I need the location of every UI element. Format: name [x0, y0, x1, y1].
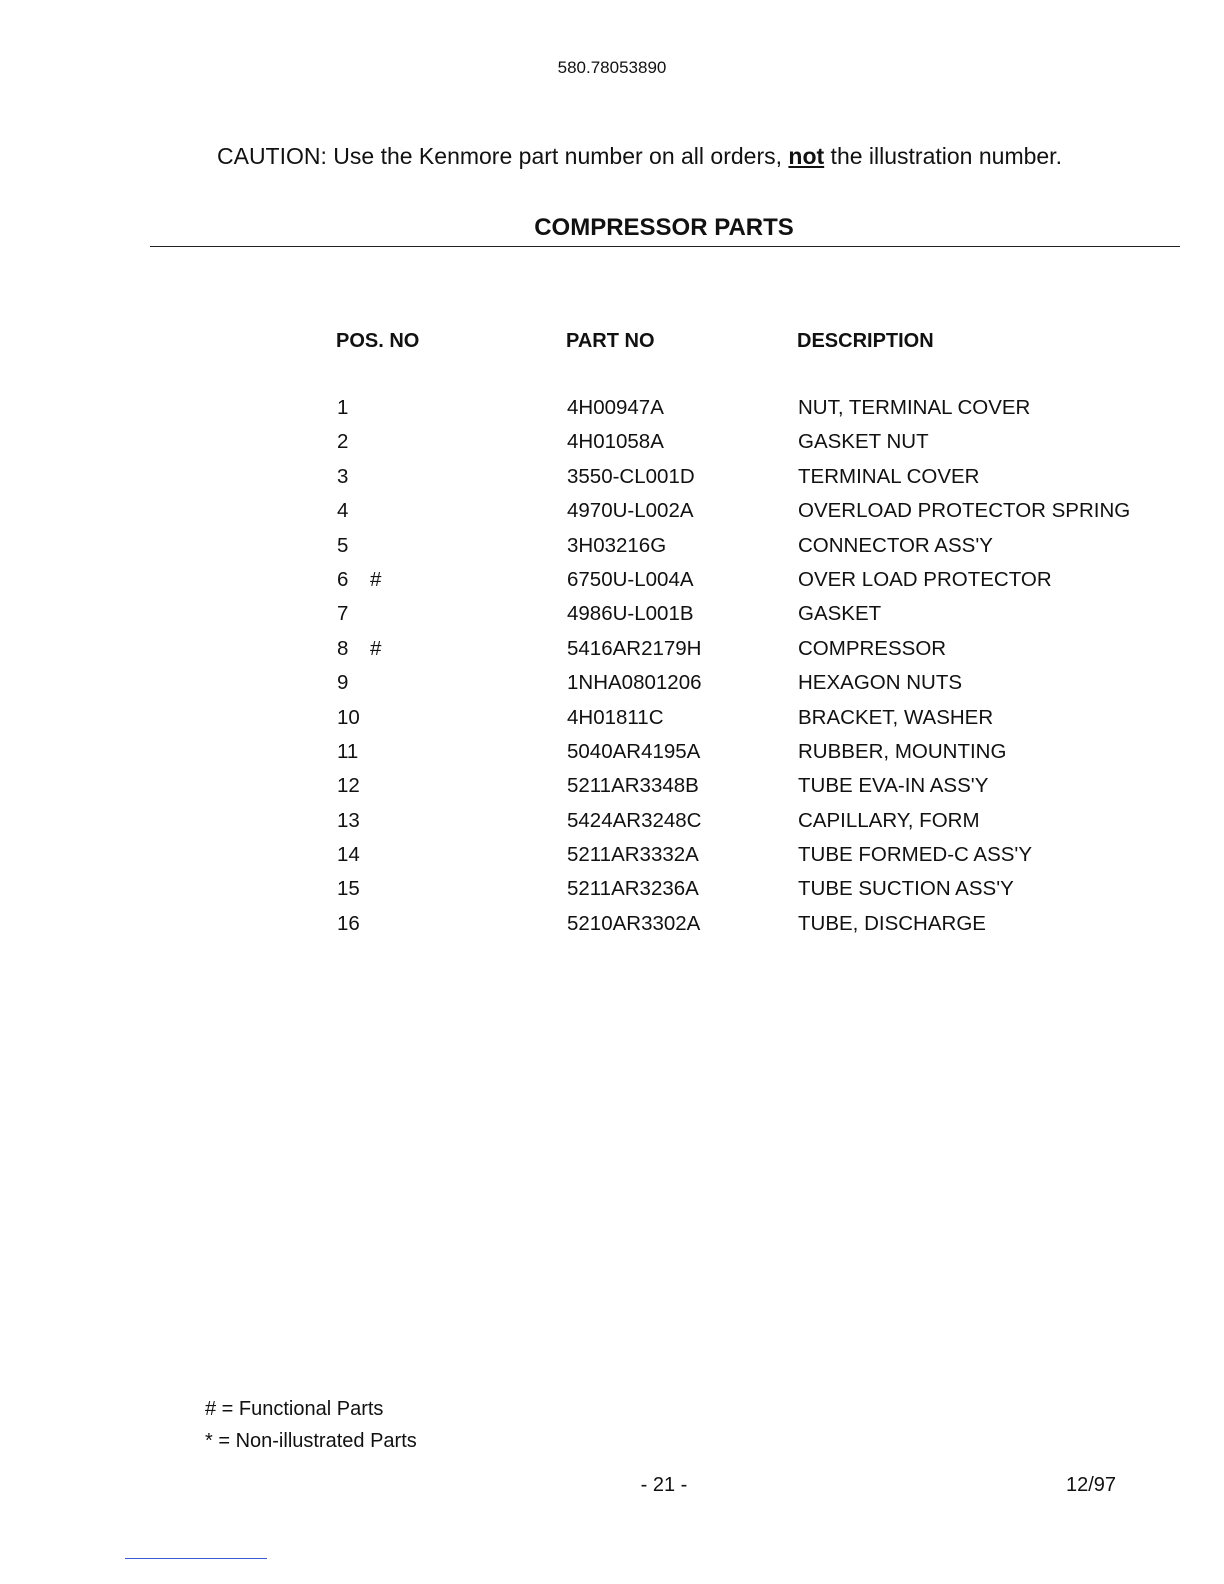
table-row	[0, 499, 1224, 533]
table-row	[0, 430, 1224, 464]
table-row	[0, 602, 1224, 636]
part-no-cell: 5211AR3332A	[567, 843, 699, 867]
part-no-cell: 5416AR2179H	[567, 636, 702, 660]
part-no-cell: 3550-CL001D	[567, 464, 695, 488]
description-cell: NUT, TERMINAL COVER	[798, 396, 1031, 419]
pos-no-cell: 4	[337, 499, 349, 523]
table-row	[0, 774, 1224, 808]
pos-no-cell: 5	[337, 533, 349, 557]
table-row	[0, 671, 1224, 705]
parts-table-body	[0, 396, 1224, 946]
description-cell: CAPILLARY, FORM	[798, 808, 980, 832]
table-row	[0, 843, 1224, 877]
table-row	[0, 637, 1224, 671]
description-cell: OVER LOAD PROTECTOR	[798, 567, 1052, 591]
part-no-cell: 4H00947A	[567, 396, 664, 419]
caution-suffix: the illustration number.	[824, 143, 1062, 169]
pos-no-cell: 15	[337, 877, 360, 901]
part-no-cell: 5211AR3236A	[567, 877, 699, 901]
pos-no-cell: 12	[337, 774, 360, 798]
table-row	[0, 740, 1224, 774]
description-cell: GASKET	[798, 602, 882, 626]
part-no-cell: 1NHA0801206	[567, 671, 702, 695]
description-cell: GASKET NUT	[798, 430, 929, 454]
part-no-cell: 4970U-L002A	[567, 499, 694, 523]
pos-no-cell: 7	[337, 602, 349, 626]
functional-flag: #	[370, 636, 382, 660]
description-cell: OVERLOAD PROTECTOR SPRING	[798, 499, 1131, 523]
column-header-pos-no: POS. NO	[336, 330, 420, 352]
pos-no-cell: 13	[337, 808, 360, 832]
part-no-cell: 5210AR3302A	[567, 911, 701, 935]
caution-prefix: CAUTION: Use the Kenmore part number on all orders,	[217, 143, 789, 169]
pos-no-cell: 10	[337, 705, 360, 729]
description-cell: TUBE FORMED-C ASS'Y	[798, 843, 1032, 867]
table-row	[0, 568, 1224, 602]
description-cell: RUBBER, MOUNTING	[798, 739, 1007, 763]
model-number: 580.78053890	[557, 58, 667, 77]
table-row	[0, 706, 1224, 740]
part-no-cell: 3H03216G	[567, 533, 667, 557]
page-number: - 21 -	[640, 1474, 688, 1496]
pos-no-cell: 2	[337, 430, 349, 454]
description-cell: COMPRESSOR	[798, 636, 947, 660]
caution-emphasis: not	[788, 143, 825, 169]
functional-flag: #	[370, 567, 382, 591]
part-no-cell: 5424AR3248C	[567, 808, 702, 832]
table-row	[0, 396, 1224, 430]
revision-date: 12/97	[1066, 1474, 1117, 1496]
legend-non-illustrated-parts: * = Non-illustrated Parts	[205, 1430, 417, 1452]
section-divider	[150, 246, 1180, 247]
pos-no-cell: 11	[337, 739, 359, 763]
caution-note	[217, 143, 1062, 170]
description-cell: TERMINAL COVER	[798, 464, 980, 488]
description-cell: TUBE, DISCHARGE	[798, 911, 986, 935]
table-row	[0, 912, 1224, 946]
pos-no-cell: 14	[337, 843, 360, 867]
part-no-cell: 4986U-L001B	[567, 602, 694, 626]
description-cell: BRACKET, WASHER	[798, 705, 994, 729]
pos-no-cell: 16	[337, 911, 360, 935]
pos-no-cell: 9	[337, 671, 349, 695]
pos-no-cell: 8	[337, 636, 349, 660]
table-row	[0, 465, 1224, 499]
pos-no-cell: 3	[337, 464, 349, 488]
table-row	[0, 877, 1224, 911]
table-row	[0, 534, 1224, 568]
part-no-cell: 6750U-L004A	[567, 567, 694, 591]
description-cell: CONNECTOR ASS'Y	[798, 533, 993, 557]
part-no-cell: 4H01811C	[567, 705, 664, 729]
part-no-cell: 4H01058A	[567, 430, 664, 454]
pos-no-cell: 6	[337, 567, 349, 591]
bottom-divider	[125, 1558, 267, 1559]
description-cell: HEXAGON NUTS	[798, 671, 963, 695]
part-no-cell: 5211AR3348B	[567, 774, 699, 798]
column-header-part-no: PART NO	[566, 330, 655, 352]
section-title: COMPRESSOR PARTS	[534, 214, 794, 241]
description-cell: TUBE EVA-IN ASS'Y	[798, 774, 989, 798]
part-no-cell: 5040AR4195A	[567, 739, 701, 763]
pos-no-cell: 1	[337, 396, 349, 419]
column-header-description: DESCRIPTION	[797, 330, 934, 352]
description-cell: TUBE SUCTION ASS'Y	[798, 877, 1014, 901]
table-row	[0, 809, 1224, 843]
legend-functional-parts: # = Functional Parts	[205, 1398, 384, 1420]
